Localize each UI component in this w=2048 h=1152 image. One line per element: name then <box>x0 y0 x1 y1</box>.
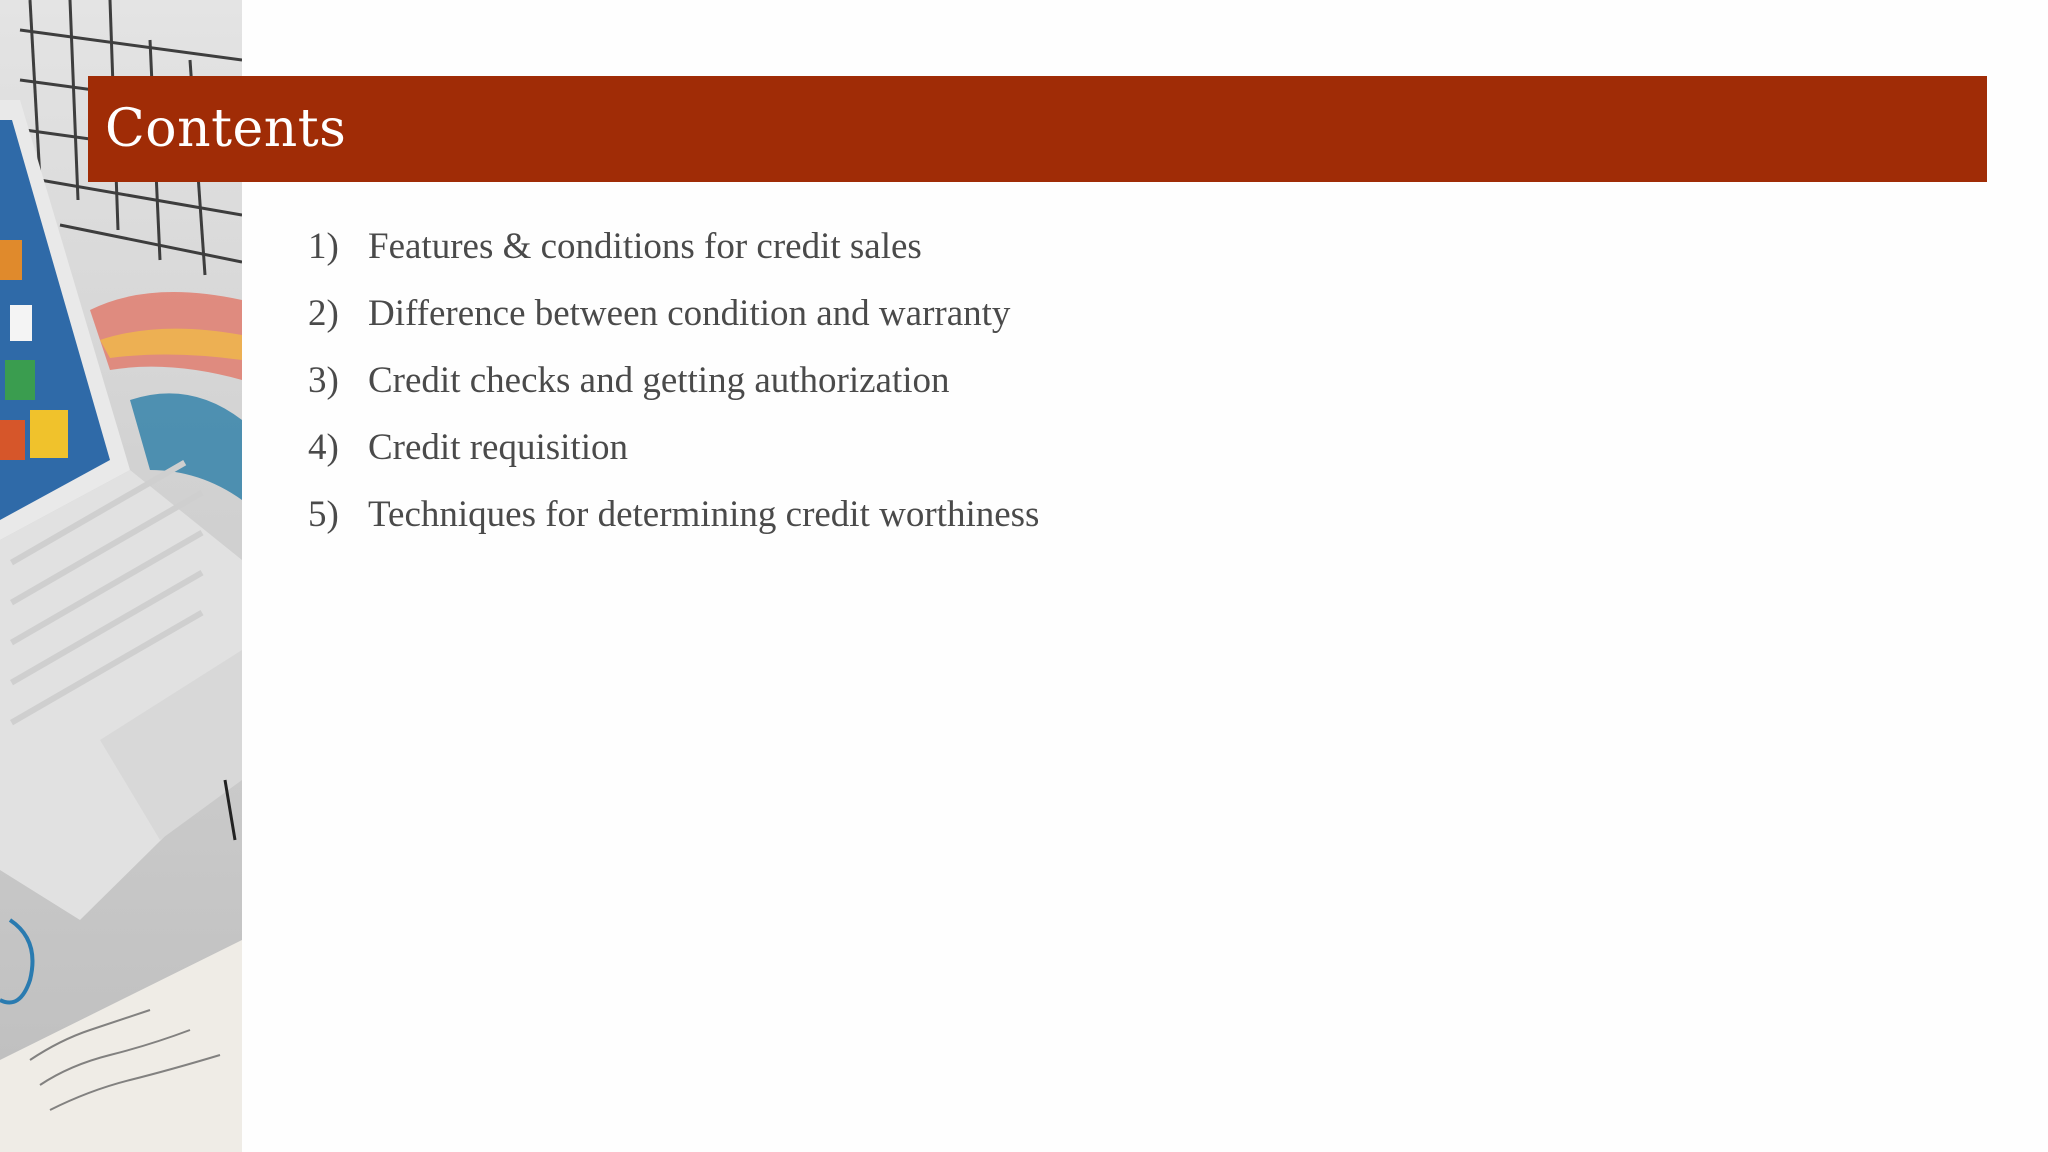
list-item-label: Features & conditions for credit sales <box>368 226 922 267</box>
list-item-label: Difference between condition and warranty <box>368 293 1011 334</box>
list-item-label: Credit checks and getting authorization <box>368 360 950 401</box>
list-item-number: 3) <box>308 360 339 401</box>
list-item-label: Techniques for determining credit worthiness <box>368 494 1040 535</box>
title-bar <box>88 76 1987 182</box>
list-item-number: 2) <box>308 293 339 334</box>
list-item-number: 1) <box>308 226 339 267</box>
list-item <box>308 225 1039 292</box>
list-item <box>308 426 1039 493</box>
list-item <box>308 359 1039 426</box>
list-item-label: Credit requisition <box>368 427 628 468</box>
contents-list <box>308 225 1039 560</box>
list-item-number: 4) <box>308 427 339 468</box>
page-title: Contents <box>105 99 347 159</box>
list-item <box>308 493 1039 560</box>
list-item-number: 5) <box>308 494 339 535</box>
list-item <box>308 292 1039 359</box>
